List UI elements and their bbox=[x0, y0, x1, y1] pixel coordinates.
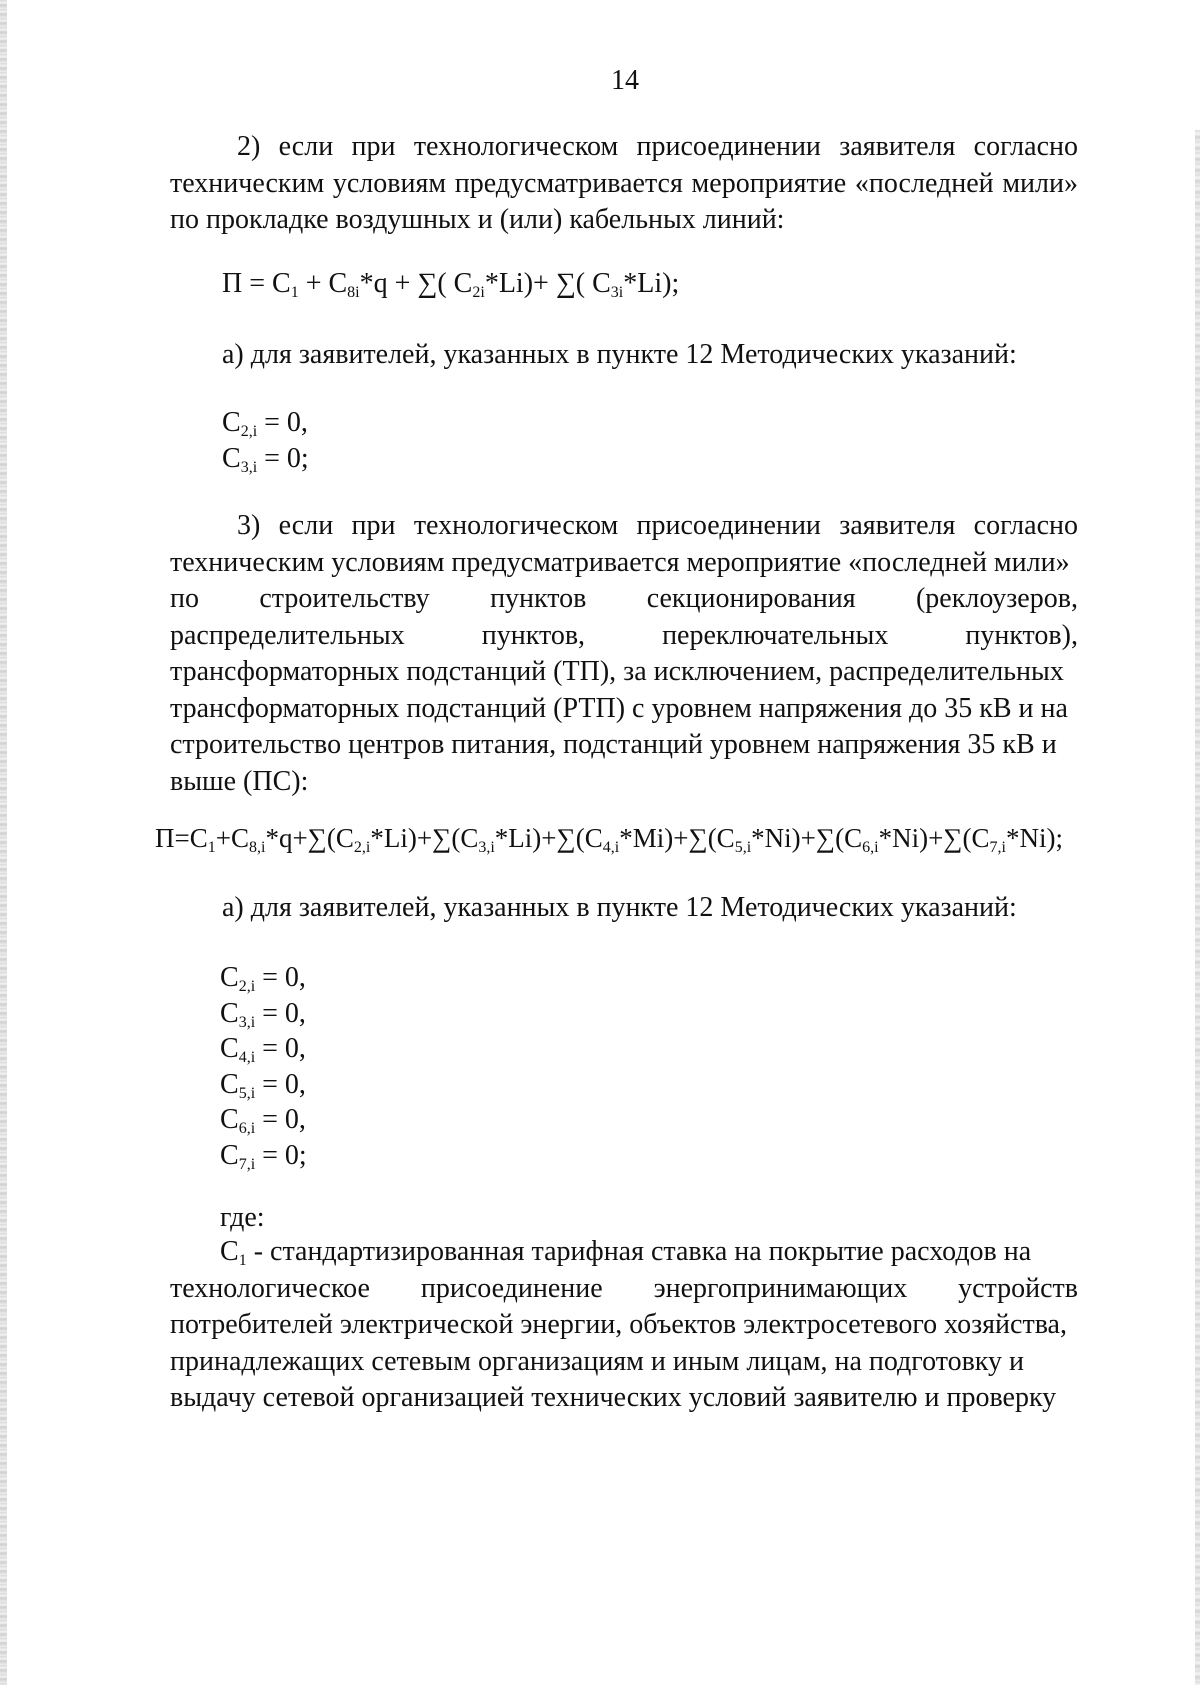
section3-line2: техническим условиям предусматривается мероприятие «последней мили» bbox=[170, 546, 1070, 578]
section3-eq-c6: $C_{6,i} = 0$, bbox=[220, 1104, 306, 1137]
scan-edge-right bbox=[1195, 130, 1200, 1685]
section3-equations bbox=[220, 960, 307, 1173]
section2-equations bbox=[222, 405, 309, 476]
section3-eq-c5: $C_{5,i} = 0$, bbox=[220, 1068, 306, 1102]
section2-intro-text: 2) если при технологическом присоединении заявителя согласно техническим условиям предусматривается мероприятие «последней мили» по прокладке воздушных и (или) кабельных линий: bbox=[170, 131, 1078, 235]
section3-eq-c3: $C_{3,i} = 0$, bbox=[220, 997, 306, 1031]
definition-c1-line4: принадлежащих сетевым организациям и иным лицам, на подготовку и bbox=[170, 1345, 1024, 1377]
section2-intro bbox=[170, 129, 1078, 239]
section2-note-a: а) для заявителей, указанных в пункте 12 Методических указаний: bbox=[222, 339, 1017, 370]
definitions-where: где: bbox=[220, 1202, 265, 1233]
section2-eq-c3: $C_{3,i} = 0$; bbox=[222, 442, 309, 476]
section3-line6: трансформаторных подстанций (РТП) с уровнем напряжения до 35 кВ и на bbox=[170, 692, 1068, 724]
section3-eq-c2: $C_{2,i} = 0$, bbox=[220, 962, 306, 995]
section3-line1: 3) если при технологическом присоединении заявителя согласно bbox=[237, 510, 1078, 541]
section3-line4: распределительных пунктов, переключательных пунктов), bbox=[170, 619, 1078, 651]
section2-eq-c2: $C_{2,i} = 0$, bbox=[222, 407, 308, 440]
definition-c1-line5: выдачу сетевой организацией технических условий заявителю и проверку bbox=[170, 1382, 1057, 1413]
scan-edge-left bbox=[0, 0, 7, 1685]
section3-line5: трансформаторных подстанций (ТП), за исключением, распределительных bbox=[170, 656, 1064, 687]
section3-line3: по строительству пунктов секционирования (реклоузеров, bbox=[170, 583, 1078, 614]
formula-section2: $П = C_1 + C_{8i}*q$ + ∑( $C_{2i}*Li)+$ ∑( $C_{3i}*Li$); bbox=[222, 268, 680, 301]
section3-note-a: а) для заявителей, указанных в пункте 12 Методических указаний: bbox=[222, 892, 1017, 923]
section3-line8: выше (ПС): bbox=[170, 765, 309, 797]
definition-c1-line1: $C_1$ - стандартизированная тарифная ставка на покрытие расходов на bbox=[220, 1236, 1032, 1269]
definition-c1-line3: потребителей электрической энергии, объектов электросетевого хозяйства, bbox=[170, 1309, 1067, 1340]
formula-section3: $П=C_1+C_{8,i}*q+\sum(C_{2,i}*Li)+\sum(C_{3,i}*Li)+\sum(C_{4,i}*Mi)+\sum(C_{5,i}*Ni)+\sum(C_{6,i}*Ni)+\sum(C_{7,i}*Ni)$; bbox=[155, 823, 1063, 856]
section3-line7: строительство центров питания, подстанций уровнем напряжения 35 кВ и bbox=[170, 729, 1057, 760]
definition-c1 bbox=[170, 1234, 1078, 1417]
page-number: 14 bbox=[611, 65, 639, 96]
section3-eq-c7: $C_{7,i} = 0$; bbox=[220, 1139, 307, 1173]
definition-c1-line2: технологическое присоединение энергопринимающих устройств bbox=[170, 1272, 1078, 1304]
section3-eq-c4: $C_{4,i} = 0$, bbox=[220, 1033, 306, 1066]
section3-intro bbox=[170, 508, 1078, 800]
